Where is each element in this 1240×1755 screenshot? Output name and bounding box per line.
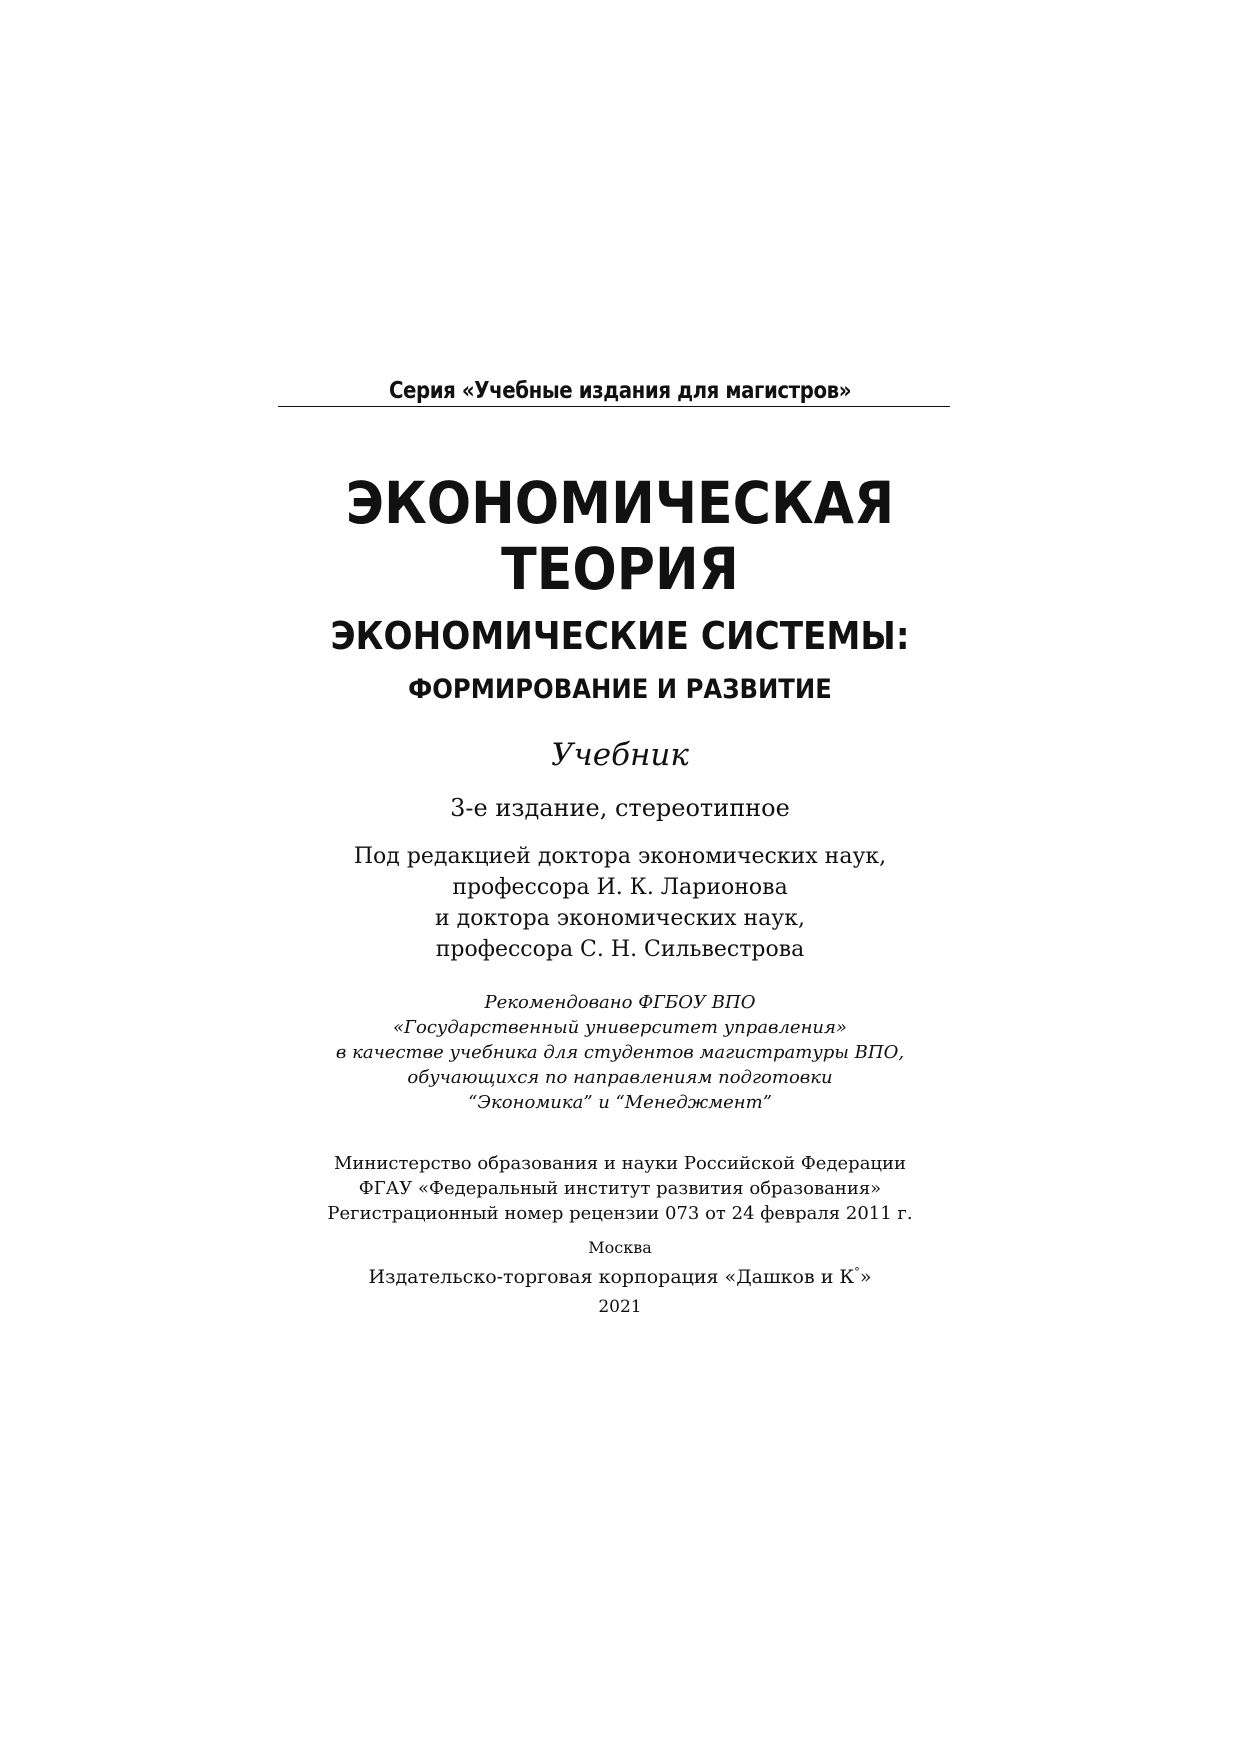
publisher-name xyxy=(0,1264,1240,1290)
editors-block xyxy=(0,841,1240,965)
ministry-block xyxy=(0,1151,1240,1226)
recommendation-line: “Экономика” и “Менеджмент” xyxy=(468,1092,772,1113)
recommendation-line: Рекомендовано ФГБОУ ВПО xyxy=(484,992,756,1013)
ministry-line: ФГАУ «Федеральный институт развития образования» xyxy=(358,1178,882,1199)
publisher-name-end: » xyxy=(859,1266,872,1288)
publication-year: 2021 xyxy=(598,1297,642,1317)
book-subtitle-line-2: ФОРМИРОВАНИЕ И РАЗВИТИЕ xyxy=(408,674,832,705)
publisher-name-text: Издательско-торговая корпорация «Дашков и К xyxy=(368,1266,855,1288)
editors-line: Под редакцией доктора экономических наук, xyxy=(353,844,887,869)
editors-line: профессора И. К. Ларионова xyxy=(452,875,788,900)
edition-info: 3-е издание, стереотипное xyxy=(450,794,790,822)
recommendation-block xyxy=(0,990,1240,1115)
series-name: Серия «Учебные издания для магистров» xyxy=(388,378,852,404)
series-divider xyxy=(278,406,950,407)
publication-city: Москва xyxy=(588,1238,652,1257)
book-title-line-1: ЭКОНОМИЧЕСКАЯ xyxy=(345,469,895,537)
book-subtitle-line-1: ЭКОНОМИЧЕСКИЕ СИСТЕМЫ: xyxy=(330,614,910,658)
book-type: Учебник xyxy=(551,737,689,773)
publisher-name-superscript: ° xyxy=(854,1264,860,1279)
recommendation-line: в качестве учебника для студентов магистратуры ВПО, xyxy=(335,1042,905,1063)
editors-line: и доктора экономических наук, xyxy=(435,906,805,931)
ministry-line: Министерство образования и науки Российской Федерации xyxy=(333,1153,907,1174)
book-title-line-2: ТЕОРИЯ xyxy=(501,535,739,603)
ministry-line: Регистрационный номер рецензии 073 от 24 февраля 2011 г. xyxy=(327,1203,913,1224)
book-title xyxy=(62,470,1178,602)
recommendation-line: обучающихся по направлениям подготовки xyxy=(407,1067,833,1088)
editors-line: профессора С. Н. Сильвестрова xyxy=(435,937,805,962)
recommendation-line: «Государственный университет управления» xyxy=(393,1017,847,1038)
